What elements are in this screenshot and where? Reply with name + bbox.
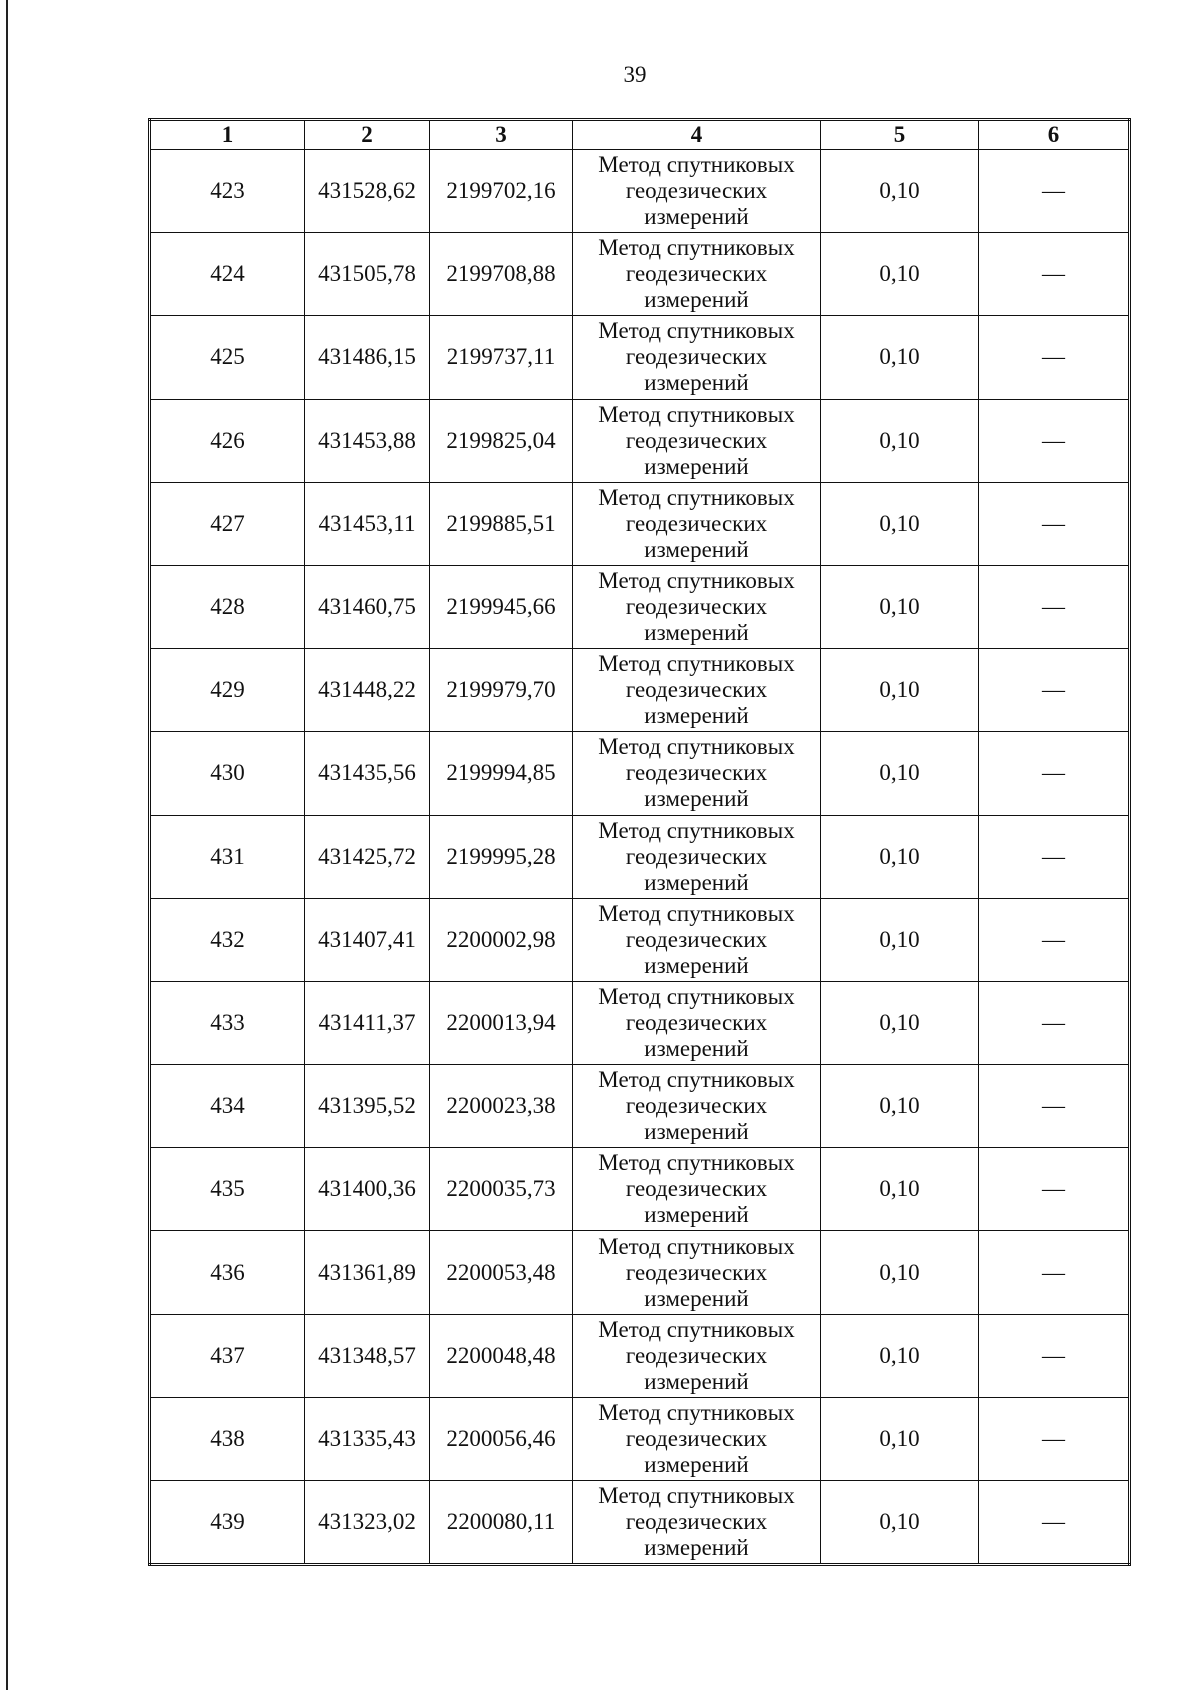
note-cell: — <box>979 981 1130 1064</box>
accuracy-cell: 0,10 <box>821 150 979 233</box>
point-number-cell: 437 <box>150 1314 305 1397</box>
method-cell: Метод спутниковых геодезических измерений <box>573 649 821 732</box>
method-cell: Метод спутниковых геодезических измерений <box>573 150 821 233</box>
coordinate-x-cell: 431323,02 <box>305 1481 430 1565</box>
accuracy-cell: 0,10 <box>821 898 979 981</box>
table-row <box>150 316 1130 399</box>
coordinate-x-cell: 431411,37 <box>305 981 430 1064</box>
point-number-cell: 426 <box>150 399 305 482</box>
coordinate-x-cell: 431486,15 <box>305 316 430 399</box>
accuracy-cell: 0,10 <box>821 649 979 732</box>
table-row <box>150 1148 1130 1231</box>
table-row <box>150 399 1130 482</box>
accuracy-cell: 0,10 <box>821 981 979 1064</box>
method-cell: Метод спутниковых геодезических измерений <box>573 981 821 1064</box>
point-number-cell: 423 <box>150 150 305 233</box>
accuracy-cell: 0,10 <box>821 565 979 648</box>
table-body <box>150 150 1130 1565</box>
method-cell: Метод спутниковых геодезических измерений <box>573 815 821 898</box>
note-cell: — <box>979 1481 1130 1565</box>
table-header-row <box>150 120 1130 150</box>
coordinate-y-cell: 2200013,94 <box>430 981 573 1064</box>
note-cell: — <box>979 233 1130 316</box>
page-edge-line <box>6 0 8 1690</box>
coordinate-x-cell: 431453,88 <box>305 399 430 482</box>
note-cell: — <box>979 150 1130 233</box>
coordinate-x-cell: 431460,75 <box>305 565 430 648</box>
note-cell: — <box>979 898 1130 981</box>
coordinate-x-cell: 431400,36 <box>305 1148 430 1231</box>
point-number-cell: 429 <box>150 649 305 732</box>
coordinate-y-cell: 2200080,11 <box>430 1481 573 1565</box>
table-row <box>150 482 1130 565</box>
coordinate-x-cell: 431448,22 <box>305 649 430 732</box>
accuracy-cell: 0,10 <box>821 1065 979 1148</box>
table-row <box>150 1481 1130 1565</box>
method-cell: Метод спутниковых геодезических измерений <box>573 1481 821 1565</box>
table-row <box>150 898 1130 981</box>
coordinate-x-cell: 431361,89 <box>305 1231 430 1314</box>
method-cell: Метод спутниковых геодезических измерений <box>573 233 821 316</box>
coordinate-y-cell: 2200023,38 <box>430 1065 573 1148</box>
coordinate-y-cell: 2199825,04 <box>430 399 573 482</box>
table-row <box>150 150 1130 233</box>
table-row <box>150 1231 1130 1314</box>
note-cell: — <box>979 1065 1130 1148</box>
note-cell: — <box>979 649 1130 732</box>
coordinate-y-cell: 2199702,16 <box>430 150 573 233</box>
header-col-5: 5 <box>821 120 979 150</box>
coordinates-table <box>148 118 1131 1566</box>
table-row <box>150 981 1130 1064</box>
header-col-2: 2 <box>305 120 430 150</box>
coordinate-y-cell: 2200048,48 <box>430 1314 573 1397</box>
note-cell: — <box>979 399 1130 482</box>
coordinate-x-cell: 431335,43 <box>305 1397 430 1480</box>
coordinate-x-cell: 431348,57 <box>305 1314 430 1397</box>
coordinate-x-cell: 431425,72 <box>305 815 430 898</box>
method-cell: Метод спутниковых геодезических измерений <box>573 399 821 482</box>
accuracy-cell: 0,10 <box>821 316 979 399</box>
table-row <box>150 565 1130 648</box>
point-number-cell: 427 <box>150 482 305 565</box>
accuracy-cell: 0,10 <box>821 233 979 316</box>
point-number-cell: 436 <box>150 1231 305 1314</box>
coordinate-x-cell: 431435,56 <box>305 732 430 815</box>
note-cell: — <box>979 316 1130 399</box>
coordinate-y-cell: 2199708,88 <box>430 233 573 316</box>
point-number-cell: 432 <box>150 898 305 981</box>
note-cell: — <box>979 732 1130 815</box>
coordinate-y-cell: 2199995,28 <box>430 815 573 898</box>
accuracy-cell: 0,10 <box>821 1231 979 1314</box>
coordinate-y-cell: 2200035,73 <box>430 1148 573 1231</box>
coordinate-y-cell: 2199945,66 <box>430 565 573 648</box>
coordinate-x-cell: 431528,62 <box>305 150 430 233</box>
accuracy-cell: 0,10 <box>821 815 979 898</box>
note-cell: — <box>979 815 1130 898</box>
point-number-cell: 439 <box>150 1481 305 1565</box>
point-number-cell: 435 <box>150 1148 305 1231</box>
method-cell: Метод спутниковых геодезических измерений <box>573 1065 821 1148</box>
table-row <box>150 1314 1130 1397</box>
method-cell: Метод спутниковых геодезических измерений <box>573 732 821 815</box>
coordinate-x-cell: 431505,78 <box>305 233 430 316</box>
point-number-cell: 431 <box>150 815 305 898</box>
note-cell: — <box>979 1148 1130 1231</box>
table-row <box>150 1397 1130 1480</box>
method-cell: Метод спутниковых геодезических измерений <box>573 898 821 981</box>
accuracy-cell: 0,10 <box>821 1148 979 1231</box>
header-col-1: 1 <box>150 120 305 150</box>
accuracy-cell: 0,10 <box>821 732 979 815</box>
header-col-4: 4 <box>573 120 821 150</box>
note-cell: — <box>979 1231 1130 1314</box>
coordinate-y-cell: 2200056,46 <box>430 1397 573 1480</box>
header-col-3: 3 <box>430 120 573 150</box>
accuracy-cell: 0,10 <box>821 482 979 565</box>
coordinate-x-cell: 431407,41 <box>305 898 430 981</box>
point-number-cell: 438 <box>150 1397 305 1480</box>
point-number-cell: 433 <box>150 981 305 1064</box>
point-number-cell: 428 <box>150 565 305 648</box>
table-row <box>150 233 1130 316</box>
coordinate-y-cell: 2199737,11 <box>430 316 573 399</box>
coordinate-y-cell: 2199994,85 <box>430 732 573 815</box>
method-cell: Метод спутниковых геодезических измерений <box>573 1397 821 1480</box>
point-number-cell: 425 <box>150 316 305 399</box>
method-cell: Метод спутниковых геодезических измерений <box>573 316 821 399</box>
note-cell: — <box>979 482 1130 565</box>
coordinate-y-cell: 2199979,70 <box>430 649 573 732</box>
coordinate-x-cell: 431453,11 <box>305 482 430 565</box>
header-col-6: 6 <box>979 120 1130 150</box>
point-number-cell: 434 <box>150 1065 305 1148</box>
accuracy-cell: 0,10 <box>821 1314 979 1397</box>
coordinate-y-cell: 2200053,48 <box>430 1231 573 1314</box>
accuracy-cell: 0,10 <box>821 1397 979 1480</box>
point-number-cell: 424 <box>150 233 305 316</box>
note-cell: — <box>979 1397 1130 1480</box>
note-cell: — <box>979 1314 1130 1397</box>
table-row <box>150 732 1130 815</box>
table-row <box>150 649 1130 732</box>
method-cell: Метод спутниковых геодезических измерений <box>573 1231 821 1314</box>
note-cell: — <box>979 565 1130 648</box>
coordinate-y-cell: 2199885,51 <box>430 482 573 565</box>
accuracy-cell: 0,10 <box>821 1481 979 1565</box>
page-number: 39 <box>623 62 647 87</box>
coordinate-x-cell: 431395,52 <box>305 1065 430 1148</box>
method-cell: Метод спутниковых геодезических измерений <box>573 1314 821 1397</box>
method-cell: Метод спутниковых геодезических измерений <box>573 1148 821 1231</box>
accuracy-cell: 0,10 <box>821 399 979 482</box>
table-row <box>150 1065 1130 1148</box>
point-number-cell: 430 <box>150 732 305 815</box>
method-cell: Метод спутниковых геодезических измерений <box>573 565 821 648</box>
method-cell: Метод спутниковых геодезических измерений <box>573 482 821 565</box>
table-row <box>150 815 1130 898</box>
coordinate-y-cell: 2200002,98 <box>430 898 573 981</box>
